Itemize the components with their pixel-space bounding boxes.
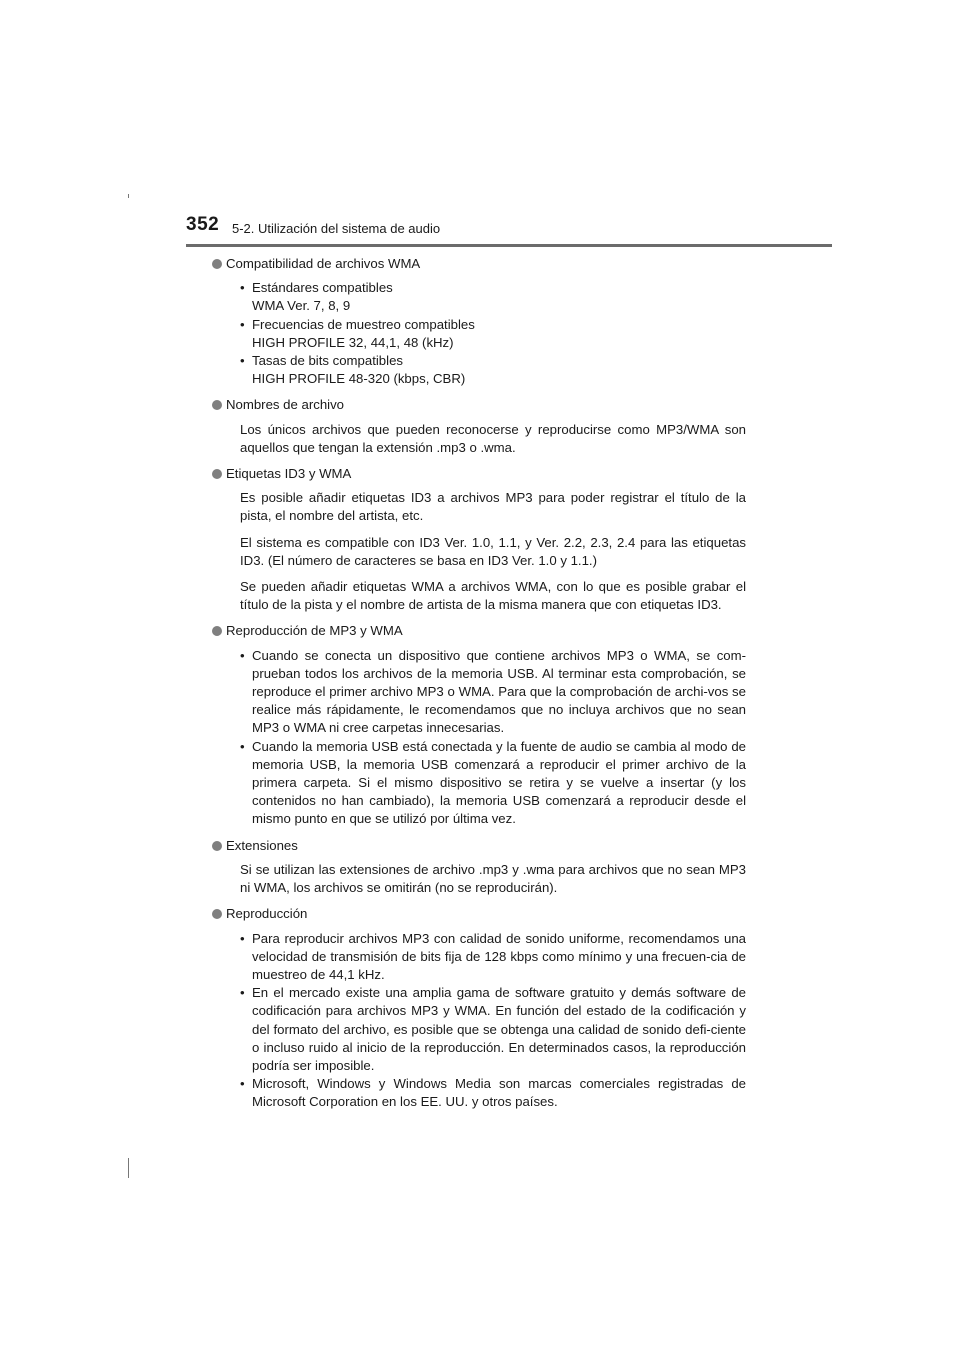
bullet-circle-icon <box>212 469 222 479</box>
section-heading: Reproducción de MP3 y WMA <box>212 622 746 640</box>
paragraph: Es posible añadir etiquetas ID3 a archivos MP3 para poder registrar el título de la pista, el nombre del artista, etc. <box>240 490 746 524</box>
bullet-circle-icon <box>212 841 222 851</box>
section-playback <box>226 905 746 1111</box>
list-item: • Cuando se conecta un dispositivo que contiene archivos MP3 o WMA, se com-prueban todos los archivos de la memoria USB. Al terminar esta comprobación, se reproduce el primer archivo MP3 o WMA. Para que la comprobación de archi-vos se realice más rápidamente, le recomendamos que no incluya archivos que no sean MP3 o WMA ni cree carpetas innecesarias. <box>240 647 746 736</box>
list-item: • Estándares compatibles WMA Ver. 7, 8, 9 <box>240 280 393 314</box>
bullet-circle-icon <box>212 909 222 919</box>
item-list <box>240 930 746 1112</box>
edge-mark <box>128 1158 129 1178</box>
page-number: 352 <box>186 214 220 235</box>
section-heading: Compatibilidad de archivos WMA <box>212 255 746 273</box>
section-file-names <box>226 396 746 457</box>
list-item: • Frecuencias de muestreo compatibles HIGH PROFILE 32, 44,1, 48 (kHz) <box>240 316 475 350</box>
section-heading: Nombres de archivo <box>212 396 746 414</box>
item-list <box>240 279 746 388</box>
section-tags <box>226 465 746 614</box>
section-playback-mp3-wma <box>226 622 746 828</box>
bullet-circle-icon <box>212 626 222 636</box>
section-heading: Etiquetas ID3 y WMA <box>212 465 746 483</box>
section-extensions <box>226 837 746 898</box>
bullet-circle-icon <box>212 400 222 410</box>
list-item: • Tasas de bits compatibles HIGH PROFILE 48-320 (kbps, CBR) <box>240 353 466 387</box>
list-item: • Cuando la memoria USB está conectada y la fuente de audio se cambia al modo de memoria USB, la memoria USB comenzará a reproducir el primer archivo de la primera carpeta. Si el mismo dispositivo se retira y se vuelve a insertar (y los contenidos no han cambiado), la memoria USB comenzará a reproducir desde el mismo punto en que se utilizó por última vez. <box>240 738 746 827</box>
content <box>226 255 746 1120</box>
chapter-title: 5-2. Utilización del sistema de audio <box>232 221 441 236</box>
paragraph: Si se utilizan las extensiones de archivo .mp3 y .wma para archivos que no sean MP3 ni WMA, los archivos se omitirán (no se reproducirán). <box>240 861 746 896</box>
section-heading: Extensiones <box>212 837 746 855</box>
list-item: • En el mercado existe una amplia gama de software gratuito y demás software de codificación para archivos MP3 y WMA. En función del estado de la codificación y del formato del archivo, es posible que se obtenga una calidad de sonido defi-ciente o incluso ruido al inicio de la reproducción. En determinados casos, la reproducción podría ser imposible. <box>240 985 746 1073</box>
paragraph: Se pueden añadir etiquetas WMA a archivos WMA, con lo que es posible grabar el título de la pista y el nombre de artista de la misma manera que con etiquetas ID3. <box>240 579 746 613</box>
paragraph: Los únicos archivos que pueden reconocerse y reproducirse como MP3/WMA son aquellos que tengan la extensión .mp3 o .wma. <box>240 421 746 455</box>
edge-mark-top <box>128 194 129 198</box>
header-rule <box>186 244 832 247</box>
item-list <box>240 647 746 829</box>
list-item: • Microsoft, Windows y Windows Media son marcas comerciales registradas de Microsoft Corporation en los EE. UU. y otros países. <box>240 1076 746 1110</box>
bullet-circle-icon <box>212 259 222 269</box>
paragraph: El sistema es compatible con ID3 Ver. 1.0, 1.1, y Ver. 2.2, 2.3, 2.4 para las etiquetas ID3. (El número de caracteres se basa en ID3 Ver. 1.0 y 1.1.) <box>240 534 746 568</box>
section-heading: Reproducción <box>212 905 746 923</box>
section-wma <box>226 255 746 388</box>
list-item: • Para reproducir archivos MP3 con calidad de sonido uniforme, recomendamos una velocidad de transmisión de bits fija de 128 kbps como mínimo y una frecuen-cia de muestreo de 44,1 kHz. <box>240 930 746 982</box>
